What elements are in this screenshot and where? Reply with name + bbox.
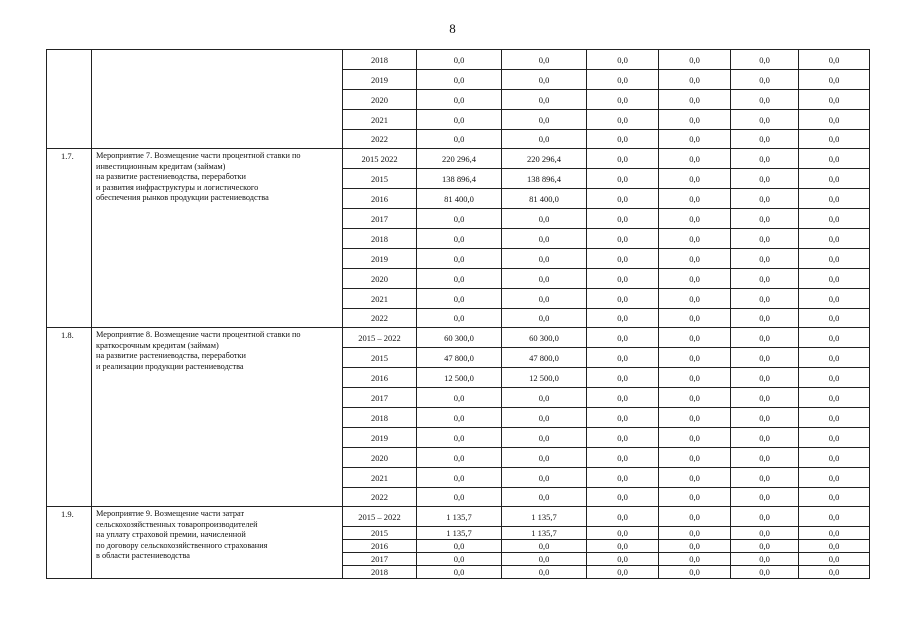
value-cell: 0,0: [417, 448, 502, 468]
value-cell: 0,0: [587, 309, 659, 328]
value-cell: 0,0: [587, 209, 659, 229]
value-cell: 0,0: [799, 488, 870, 507]
value-cell: 0,0: [731, 553, 799, 566]
value-cell: 0,0: [731, 249, 799, 269]
value-cell: 0,0: [659, 553, 731, 566]
year-cell: 2020: [343, 448, 417, 468]
value-cell: 0,0: [659, 348, 731, 368]
year-cell: 2022: [343, 488, 417, 507]
item-number: 1.7.: [47, 149, 92, 328]
value-cell: 0,0: [659, 488, 731, 507]
value-cell: 0,0: [659, 527, 731, 540]
year-cell: 2021: [343, 289, 417, 309]
value-cell: 0,0: [502, 448, 587, 468]
year-cell: 2022: [343, 309, 417, 328]
description-line: краткосрочным кредитам (займам): [96, 340, 219, 350]
value-cell: 0,0: [587, 149, 659, 169]
item-number: 1.8.: [47, 328, 92, 507]
year-cell: 2022: [343, 130, 417, 149]
value-cell: 0,0: [587, 388, 659, 408]
value-cell: 0,0: [417, 289, 502, 309]
value-cell: 0,0: [799, 408, 870, 428]
value-cell: 0,0: [502, 209, 587, 229]
description-line: Мероприятие 7. Возмещение части процентной ставки по: [96, 151, 301, 160]
value-cell: 0,0: [731, 527, 799, 540]
description-line: на развитие растениеводства, переработки: [96, 172, 246, 181]
value-cell: 0,0: [731, 149, 799, 169]
value-cell: 1 135,7: [417, 507, 502, 527]
value-cell: 0,0: [731, 50, 799, 70]
value-cell: 0,0: [587, 130, 659, 149]
value-cell: 0,0: [659, 448, 731, 468]
value-cell: 220 296,4: [417, 149, 502, 169]
value-cell: 0,0: [731, 229, 799, 249]
value-cell: 0,0: [799, 149, 870, 169]
value-cell: 0,0: [799, 527, 870, 540]
value-cell: 0,0: [587, 189, 659, 209]
value-cell: 0,0: [417, 90, 502, 110]
value-cell: 0,0: [731, 408, 799, 428]
value-cell: 0,0: [731, 289, 799, 309]
value-cell: 0,0: [731, 368, 799, 388]
value-cell: 0,0: [731, 309, 799, 328]
value-cell: 0,0: [587, 70, 659, 90]
value-cell: 0,0: [502, 309, 587, 328]
value-cell: 0,0: [417, 408, 502, 428]
value-cell: 0,0: [502, 566, 587, 579]
value-cell: 0,0: [731, 269, 799, 289]
value-cell: 0,0: [731, 488, 799, 507]
value-cell: 0,0: [502, 70, 587, 90]
value-cell: 0,0: [659, 408, 731, 428]
year-cell: 2017: [343, 209, 417, 229]
value-cell: 1 135,7: [502, 527, 587, 540]
value-cell: 0,0: [799, 328, 870, 348]
value-cell: 0,0: [587, 90, 659, 110]
value-cell: 0,0: [587, 540, 659, 553]
value-cell: 0,0: [587, 553, 659, 566]
value-cell: 0,0: [659, 309, 731, 328]
value-cell: 0,0: [417, 269, 502, 289]
value-cell: 0,0: [417, 553, 502, 566]
year-cell: 2017: [343, 388, 417, 408]
value-cell: 0,0: [417, 468, 502, 488]
value-cell: 0,0: [659, 249, 731, 269]
year-cell: 2015: [343, 169, 417, 189]
item-number: 1.9.: [47, 507, 92, 579]
value-cell: 0,0: [799, 269, 870, 289]
value-cell: 0,0: [587, 169, 659, 189]
value-cell: 0,0: [731, 110, 799, 130]
page-number: 8: [449, 21, 456, 36]
value-cell: 0,0: [799, 289, 870, 309]
description-line: в области растениеводства: [96, 551, 190, 560]
value-cell: 0,0: [799, 348, 870, 368]
year-cell: 2021: [343, 468, 417, 488]
value-cell: 0,0: [502, 289, 587, 309]
value-cell: 0,0: [731, 348, 799, 368]
value-cell: 47 800,0: [502, 348, 587, 368]
item-number: [47, 50, 92, 149]
value-cell: 0,0: [659, 229, 731, 249]
year-cell: 2015 – 2022: [343, 507, 417, 527]
value-cell: 0,0: [587, 468, 659, 488]
value-cell: 0,0: [417, 110, 502, 130]
value-cell: 81 400,0: [502, 189, 587, 209]
value-cell: 0,0: [659, 110, 731, 130]
value-cell: 0,0: [502, 269, 587, 289]
value-cell: 0,0: [799, 90, 870, 110]
value-cell: 0,0: [731, 388, 799, 408]
value-cell: 0,0: [502, 540, 587, 553]
value-cell: 0,0: [799, 130, 870, 149]
value-cell: 0,0: [587, 368, 659, 388]
value-cell: 0,0: [799, 110, 870, 130]
value-cell: 0,0: [587, 50, 659, 70]
year-cell: 2016: [343, 189, 417, 209]
value-cell: 0,0: [659, 50, 731, 70]
value-cell: 0,0: [799, 428, 870, 448]
value-cell: 60 300,0: [502, 328, 587, 348]
item-description: [92, 507, 343, 579]
budget-table: [46, 49, 870, 579]
value-cell: 0,0: [731, 130, 799, 149]
value-cell: 0,0: [731, 507, 799, 527]
value-cell: 0,0: [417, 309, 502, 328]
value-cell: 12 500,0: [502, 368, 587, 388]
value-cell: 1 135,7: [502, 507, 587, 527]
value-cell: 0,0: [659, 149, 731, 169]
year-cell: 2017: [343, 553, 417, 566]
item-description: [92, 50, 343, 149]
value-cell: 0,0: [417, 540, 502, 553]
description-line: и реализации продукции растениеводства: [96, 361, 244, 371]
value-cell: 0,0: [799, 468, 870, 488]
value-cell: 0,0: [659, 368, 731, 388]
value-cell: 0,0: [502, 229, 587, 249]
value-cell: 60 300,0: [417, 328, 502, 348]
value-cell: 220 296,4: [502, 149, 587, 169]
value-cell: 0,0: [731, 468, 799, 488]
value-cell: 0,0: [502, 428, 587, 448]
value-cell: 0,0: [417, 388, 502, 408]
value-cell: 0,0: [417, 130, 502, 149]
value-cell: 12 500,0: [417, 368, 502, 388]
value-cell: 0,0: [731, 328, 799, 348]
value-cell: 0,0: [799, 566, 870, 579]
value-cell: 0,0: [799, 169, 870, 189]
value-cell: 0,0: [659, 328, 731, 348]
value-cell: 0,0: [799, 448, 870, 468]
value-cell: 0,0: [659, 130, 731, 149]
year-cell: 2016: [343, 540, 417, 553]
description-line: сельскохозяйственных товаропроизводителей: [96, 519, 258, 529]
value-cell: 138 896,4: [502, 169, 587, 189]
year-cell: 2015: [343, 348, 417, 368]
value-cell: 0,0: [731, 209, 799, 229]
value-cell: 0,0: [659, 269, 731, 289]
value-cell: 0,0: [799, 189, 870, 209]
description-line: на развитие растениеводства, переработки: [96, 351, 246, 360]
value-cell: 0,0: [799, 553, 870, 566]
value-cell: 0,0: [417, 428, 502, 448]
value-cell: 0,0: [417, 566, 502, 579]
value-cell: 1 135,7: [417, 527, 502, 540]
value-cell: 0,0: [587, 289, 659, 309]
value-cell: 0,0: [587, 249, 659, 269]
year-cell: 2021: [343, 110, 417, 130]
value-cell: 0,0: [587, 348, 659, 368]
year-cell: 2016: [343, 368, 417, 388]
value-cell: 0,0: [502, 110, 587, 130]
value-cell: 0,0: [502, 553, 587, 566]
description-line: Мероприятие 9. Возмещение части затрат: [96, 509, 245, 518]
value-cell: 0,0: [731, 189, 799, 209]
value-cell: 0,0: [587, 328, 659, 348]
value-cell: 0,0: [799, 50, 870, 70]
value-cell: 0,0: [799, 388, 870, 408]
description-line: по договору сельскохозяйственного страхования: [96, 540, 268, 550]
value-cell: 0,0: [587, 448, 659, 468]
value-cell: 0,0: [659, 428, 731, 448]
value-cell: 0,0: [587, 507, 659, 527]
year-cell: 2020: [343, 90, 417, 110]
year-cell: 2018: [343, 408, 417, 428]
value-cell: 0,0: [659, 388, 731, 408]
value-cell: 81 400,0: [417, 189, 502, 209]
value-cell: 0,0: [659, 468, 731, 488]
value-cell: 0,0: [659, 289, 731, 309]
year-cell: 2018: [343, 50, 417, 70]
value-cell: 0,0: [417, 229, 502, 249]
value-cell: 0,0: [587, 269, 659, 289]
value-cell: 0,0: [731, 540, 799, 553]
value-cell: 47 800,0: [417, 348, 502, 368]
table-row: [47, 50, 870, 70]
year-cell: 2015 – 2022: [343, 328, 417, 348]
value-cell: 0,0: [659, 189, 731, 209]
item-description: [92, 149, 343, 328]
value-cell: 0,0: [799, 368, 870, 388]
value-cell: 0,0: [731, 566, 799, 579]
value-cell: 0,0: [587, 488, 659, 507]
value-cell: 0,0: [502, 130, 587, 149]
value-cell: 0,0: [659, 90, 731, 110]
value-cell: 0,0: [799, 209, 870, 229]
value-cell: 0,0: [799, 540, 870, 553]
description-line: обеспечения рынков продукции растениеводства: [96, 193, 269, 202]
value-cell: 0,0: [731, 448, 799, 468]
value-cell: 0,0: [587, 408, 659, 428]
value-cell: 0,0: [659, 209, 731, 229]
value-cell: 0,0: [659, 540, 731, 553]
value-cell: 0,0: [502, 488, 587, 507]
value-cell: 0,0: [659, 70, 731, 90]
year-cell: 2015 2022: [343, 149, 417, 169]
value-cell: 0,0: [587, 527, 659, 540]
year-cell: 2019: [343, 249, 417, 269]
year-cell: 2020: [343, 269, 417, 289]
description-line: и развития инфраструктуры и логистического: [96, 182, 259, 192]
table-row: [47, 149, 870, 169]
value-cell: 0,0: [587, 229, 659, 249]
value-cell: 0,0: [417, 209, 502, 229]
value-cell: 0,0: [799, 229, 870, 249]
value-cell: 0,0: [731, 70, 799, 90]
value-cell: 0,0: [731, 90, 799, 110]
value-cell: 0,0: [502, 468, 587, 488]
value-cell: 0,0: [799, 70, 870, 90]
value-cell: 0,0: [799, 507, 870, 527]
description-line: на уплату страховой премии, начисленной: [96, 530, 246, 539]
value-cell: 0,0: [417, 50, 502, 70]
value-cell: 0,0: [659, 507, 731, 527]
value-cell: 0,0: [502, 408, 587, 428]
description-line: Мероприятие 8. Возмещение части процентной ставки по: [96, 330, 301, 339]
value-cell: 0,0: [587, 110, 659, 130]
value-cell: 0,0: [502, 50, 587, 70]
value-cell: 0,0: [502, 90, 587, 110]
description-line: инвестиционным кредитам (займам): [96, 161, 226, 171]
value-cell: 0,0: [731, 169, 799, 189]
table-row: [47, 328, 870, 348]
value-cell: 0,0: [417, 488, 502, 507]
value-cell: 0,0: [502, 249, 587, 269]
year-cell: 2015: [343, 527, 417, 540]
year-cell: 2019: [343, 70, 417, 90]
value-cell: 0,0: [731, 428, 799, 448]
value-cell: 0,0: [502, 388, 587, 408]
value-cell: 0,0: [799, 249, 870, 269]
table-row: [47, 507, 870, 527]
year-cell: 2019: [343, 428, 417, 448]
year-cell: 2018: [343, 229, 417, 249]
value-cell: 138 896,4: [417, 169, 502, 189]
year-cell: 2018: [343, 566, 417, 579]
value-cell: 0,0: [417, 70, 502, 90]
value-cell: 0,0: [587, 566, 659, 579]
value-cell: 0,0: [417, 249, 502, 269]
value-cell: 0,0: [799, 309, 870, 328]
value-cell: 0,0: [587, 428, 659, 448]
item-description: [92, 328, 343, 507]
value-cell: 0,0: [659, 566, 731, 579]
value-cell: 0,0: [659, 169, 731, 189]
